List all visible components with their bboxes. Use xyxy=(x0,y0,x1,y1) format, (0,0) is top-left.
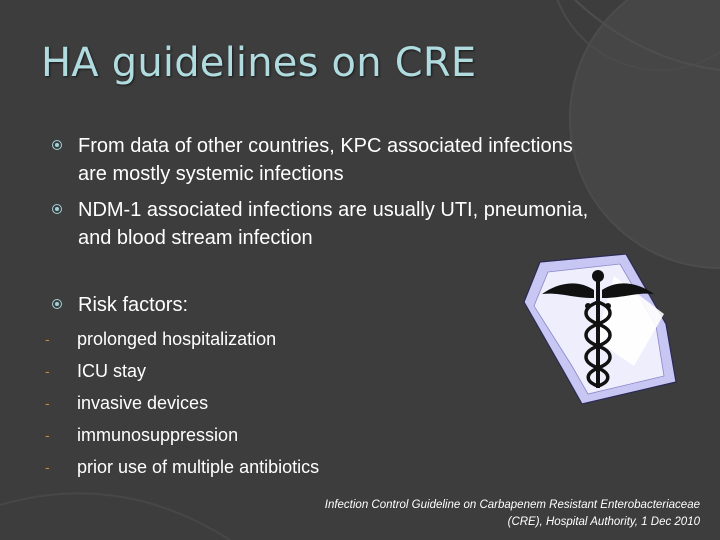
risk-factor-text: immunosuppression xyxy=(77,425,239,445)
dash-marker: - xyxy=(45,459,50,475)
bullet-circle-icon xyxy=(52,140,62,150)
bullet-circle-icon xyxy=(52,204,62,214)
risk-factor-item xyxy=(45,358,146,384)
risk-factor-text: invasive devices xyxy=(77,393,209,413)
citation xyxy=(240,497,700,531)
bullet-text: From data of other countries, KPC associated infections are mostly systemic infections xyxy=(78,135,573,185)
dash-marker: - xyxy=(45,331,50,347)
slide-title: HA guidelines on CRE xyxy=(41,40,477,86)
risk-factor-text: ICU stay xyxy=(77,361,147,381)
risk-factor-item xyxy=(45,454,319,480)
dash-marker: - xyxy=(45,363,50,379)
dash-marker: - xyxy=(45,395,50,411)
risk-factor-item xyxy=(45,326,276,352)
bullet-item xyxy=(52,196,592,252)
dash-marker: - xyxy=(45,427,50,443)
risk-factor-text: prior use of multiple antibiotics xyxy=(77,457,320,477)
risk-factor-item xyxy=(45,422,238,448)
bullet-text: Risk factors: xyxy=(78,294,189,316)
bullet-item xyxy=(52,291,592,319)
risk-factor-text: prolonged hospitalization xyxy=(77,329,277,349)
bullet-item xyxy=(52,132,592,188)
citation-line: Infection Control Guideline on Carbapenem Resistant Enterobacteriaceae xyxy=(324,499,700,511)
bullet-circle-icon xyxy=(52,299,62,309)
caduceus-icon xyxy=(516,254,680,404)
risk-factor-item xyxy=(45,390,208,416)
citation-line: (CRE), Hospital Authority, 1 Dec 2010 xyxy=(507,516,700,528)
bullet-text: NDM-1 associated infections are usually UTI, pneumonia, and blood stream infection xyxy=(78,199,589,249)
